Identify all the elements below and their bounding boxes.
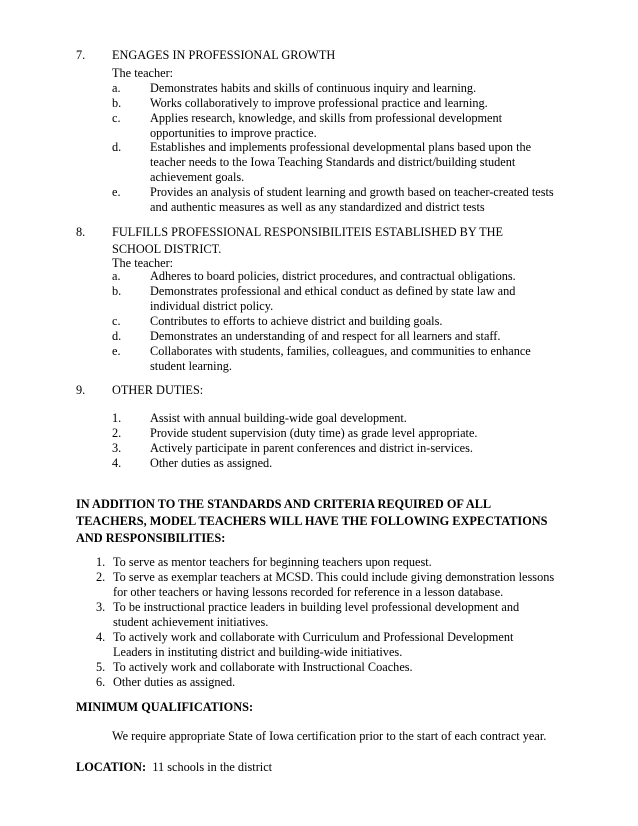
location-label: LOCATION: [76,760,147,774]
item-letter: d. [112,329,122,343]
item-letter: e. [112,344,121,358]
item-number: 1. [112,411,122,425]
item-text: Establishes and implements professional developmental plans based upon the [150,140,532,154]
item-number: 4. [112,456,122,470]
heading-line: TEACHERS, MODEL TEACHERS WILL HAVE THE FOLLOWING EXPECTATIONS [76,514,548,528]
section-intro: The teacher: [112,256,174,270]
list-number: 2. [96,570,106,584]
item-letter: a. [112,81,121,95]
list-number: 6. [96,675,106,689]
location-line [76,760,272,775]
item-text: Other duties as assigned. [150,456,273,470]
list-number: 4. [96,630,106,644]
item-text: Applies research, knowledge, and skills from professional development [150,111,503,125]
list-item-text: Other duties as assigned. [113,675,236,689]
section-number: 8. [76,225,86,239]
list-item-text: To actively work and collaborate with Curriculum and Professional Development [113,630,514,644]
item-text: Demonstrates habits and skills of continuous inquiry and learning. [150,81,477,95]
list-number: 1. [96,555,106,569]
item-text: teacher needs to the Iowa Teaching Standards and district/building student [150,155,516,169]
item-letter: d. [112,140,122,154]
list-item-text: for other teachers or having lessons recorded for reference in a lesson database. [113,585,504,599]
item-text: Provide student supervision (duty time) as grade level appropriate. [150,426,478,440]
item-number: 2. [112,426,122,440]
item-letter: b. [112,96,122,110]
section-heading: ENGAGES IN PROFESSIONAL GROWTH [112,48,336,62]
list-item-text: To be instructional practice leaders in building level professional development and [113,600,520,614]
item-letter: e. [112,185,121,199]
item-text: individual district policy. [150,299,274,313]
list-number: 5. [96,660,106,674]
item-text: opportunities to improve practice. [150,126,317,140]
location-value: 11 schools in the district [152,760,273,774]
item-text: Actively participate in parent conferences and district in-services. [150,441,473,455]
heading-line: AND RESPONSIBILITIES: [76,531,226,545]
item-text: and authentic measures as well as any standardized and district tests [150,200,485,214]
section-heading: OTHER DUTIES: [112,383,204,397]
heading-line: IN ADDITION TO THE STANDARDS AND CRITERIA REQUIRED OF ALL [76,497,492,511]
item-text: Works collaboratively to improve professional practice and learning. [150,96,488,110]
list-item-text: To actively work and collaborate with Instructional Coaches. [113,660,413,674]
section-heading: FULFILLS PROFESSIONAL RESPONSIBILITEIS ESTABLISHED BY THE [112,225,504,239]
item-text: Demonstrates professional and ethical conduct as defined by state law and [150,284,516,298]
item-letter: c. [112,314,121,328]
item-text: Provides an analysis of student learning and growth based on teacher-created tests [150,185,554,199]
item-text: Adheres to board policies, district procedures, and contractual obligations. [150,269,516,283]
list-item-text: student achievement initiatives. [113,615,269,629]
item-text: Assist with annual building-wide goal development. [150,411,407,425]
list-item-text: To serve as exemplar teachers at MCSD. This could include giving demonstration lessons [113,570,555,584]
section-intro: The teacher: [112,66,174,80]
item-text: Contributes to efforts to achieve district and building goals. [150,314,443,328]
item-text: achievement goals. [150,170,245,184]
list-item-text: To serve as mentor teachers for beginning teachers upon request. [113,555,432,569]
list-item-text: Leaders in instituting district and building-wide initiatives. [113,645,403,659]
item-number: 3. [112,441,122,455]
item-letter: b. [112,284,122,298]
list-number: 3. [96,600,106,614]
section-heading: SCHOOL DISTRICT. [112,242,222,256]
item-text: Demonstrates an understanding of and respect for all learners and staff. [150,329,501,343]
qualifications-text: We require appropriate State of Iowa certification prior to the start of each contract year. [112,729,547,743]
qualifications-heading: MINIMUM QUALIFICATIONS: [76,700,254,714]
item-text: Collaborates with students, families, colleagues, and communities to enhance [150,344,531,358]
section-number: 9. [76,383,86,397]
section-number: 7. [76,48,86,62]
item-letter: a. [112,269,121,283]
item-text: student learning. [150,359,232,373]
item-letter: c. [112,111,121,125]
